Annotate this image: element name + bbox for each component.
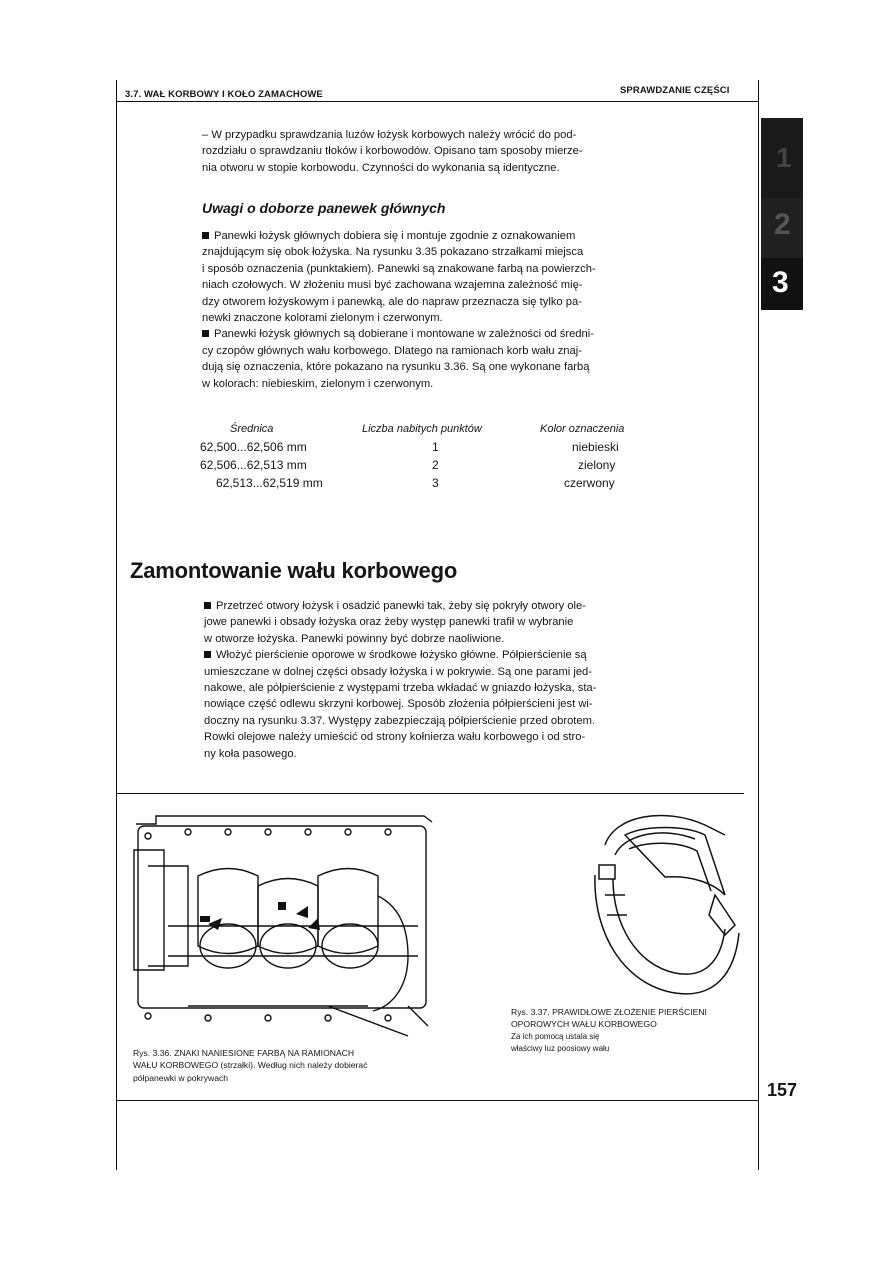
chapter-tab-2: 2	[761, 198, 803, 258]
section-paragraph-2: Włożyć pierścienie oporowe w środkowe łożysko główne. Półpierścienie są umieszczane w dolnej części obsady łożyska i w pokrywie. Są one parami jed- nakowe, ale półpierścienie z występami trzeba wkładać w gniazdo łożyska, sta- nowiące część odlewu skrzyni korbowej. Sposób złożenia półpierścieni jest wi- doczny na rysunku 3.37. Występy zabezpieczają półpierścienie przed obrotem. Rowki olejowe należy umieścić od strony kołnierza wału korbowego i od stro- ny koła pasowego.	[204, 649, 597, 760]
table-header-diameter: Średnica	[230, 423, 274, 435]
bullet-square	[204, 651, 211, 658]
header-rule	[116, 101, 759, 102]
bullet-square	[202, 232, 209, 239]
section-title: Zamontowanie wału korbowego	[130, 558, 458, 583]
chapter-tab-3: 3	[761, 258, 803, 310]
table-header-color: Kolor oznaczenia	[540, 423, 625, 435]
footer-rule	[116, 1100, 759, 1101]
section-body	[204, 598, 674, 762]
running-header-right: SPRAWDZANIE CZĘŚCI	[620, 85, 730, 96]
table-header-points: Liczba nabitych punktów	[362, 423, 482, 435]
running-header-left: 3.7. WAŁ KORBOWY I KOŁO ZAMACHOWE	[125, 89, 323, 100]
bullet-square	[202, 330, 209, 337]
bullet-square	[204, 602, 211, 609]
note-paragraph-1: Panewki łożysk głównych dobiera się i montuje zgodnie z oznakowaniem znajdującym się obok łożyska. Na rysunku 3.35 pokazano strzałkami miejsca i sposób oznaczenia (punktakiem). Panewki są znakowane farbą na powierzch- niach czołowych. W złożeniu musi być zachowana wzajemna zależność mię- dzy otworem łożyskowym i panewką, ale do napraw przeznacza się tylko pa- newki znaczone kolorami zielonym i czerwonym.	[202, 230, 596, 325]
subheading-bearing-selection: Uwagi o doborze panewek głównych	[202, 200, 446, 216]
table-row: 62,500...62,506 mm 1 niebieski	[200, 440, 619, 454]
table-row: 62,513...62,519 mm 3 czerwony	[216, 476, 615, 490]
crankshaft-illustration	[128, 806, 438, 1042]
figure-3-37-caption: Rys. 3.37. PRAWIDŁOWE ZŁOŻENIE PIERŚCIENI OPOROWYCH WAŁU KORBOWEGO Za ich pomocą ustala się właściwy luz poosiowy wału	[511, 1007, 707, 1054]
figures-top-rule	[116, 793, 744, 794]
note-paragraph-2: Panewki łożysk głównych są dobierane i montowane w zależności od średni- cy czopów głównych wału korbowego. Dlatego na ramionach korb wału znaj- dują się oznaczenia, które pokazano na rysunku 3.36. Są one wykonane farbą w kolorach: niebieskim, zielonym i czerwonym.	[202, 328, 594, 390]
left-margin-rule	[116, 80, 117, 1170]
section-paragraph-1: Przetrzeć otwory łożysk i osadzić panewki tak, żeby się pokryły otwory ole- jowe panewki i obsady łożyska oraz żeby występ panewki trafił w wybranie w otworze łożyska. Panewki powinny być dobrze naoliwione.	[204, 600, 586, 645]
notes-block	[202, 228, 672, 392]
thrust-ring-illustration	[585, 805, 747, 1005]
chapter-tab-1: 1	[761, 118, 803, 198]
page-number: 157	[767, 1080, 798, 1100]
diameter-table	[200, 420, 670, 500]
intro-paragraph: – W przypadku sprawdzania luzów łożysk korbowych należy wrócić do pod- rozdziału o sprawdzaniu tłoków i korbowodów. Opisano tam sposoby mierze- nia otworu w stopie korbowodu. Czynności do wykonania są identyczne.	[202, 129, 583, 174]
table-row: 62,506...62,513 mm 2 zielony	[200, 458, 616, 472]
figure-3-36-caption: Rys. 3.36. ZNAKI NANIESIONE FARBĄ NA RAMIONACH WAŁU KORBOWEGO (strzałki). Według nich należy dobierać półpanewki w pokrywach	[133, 1048, 368, 1083]
